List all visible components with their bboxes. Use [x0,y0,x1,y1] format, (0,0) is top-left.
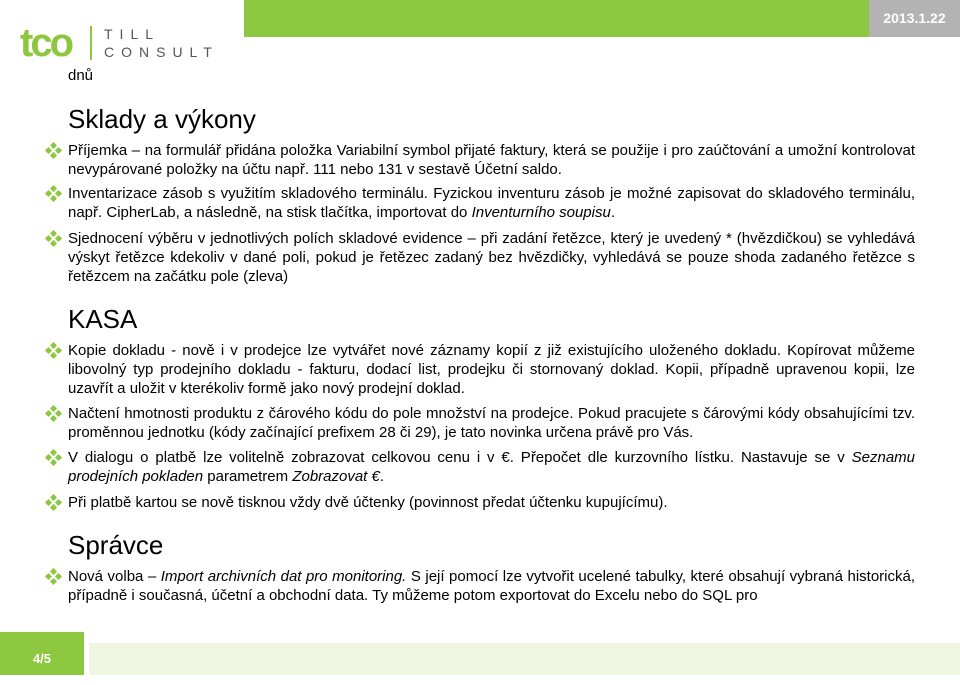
diamond-bullet-icon [46,495,61,510]
list-item [68,341,915,398]
bullet-emphasis: Seznamu prodejních pokladen [68,449,915,485]
logo-line2: CONSULT [104,44,219,60]
bullet-tail: . [610,204,615,221]
bullet-text: V dialogu o platbě lze volitelně zobrazovat celkovou cenu i v €. Přepočet dle kurzovního lístku. Nastavuje se v [68,449,852,466]
bullet-tail: S její pomocí lze vytvořit ucelené tabulky, které obsahují vybraná historická, případně i současná, účetní a obchodní data. Ty můžeme potom exportovat do Excelu nebo do SQL pro [68,568,915,604]
bullet-text: Načtení hmotnosti produktu z čárového kódu do pole množství na prodejce. Pokud pracujete s čárovými kódy obsahujícími tzv. proměnnou jednotku (kódy začínající prefixem 28 či 29), je tato novinka určena právě pro Vás. [68,405,915,441]
diamond-bullet-icon [46,569,61,584]
bullet-text: Inventarizace zásob s využitím skladového terminálu. Fyzickou inventuru zásob je možné zapisovat do skladového terminálu, např. CipherLab, a následně, na stisk tlačítka, importovat do [68,185,915,221]
page-number: 4/5 [0,632,84,675]
list-item [68,229,915,286]
bullet-emphasis-2: Zobrazovat € [292,468,380,485]
diamond-bullet-icon [46,186,61,201]
diamond-bullet-icon [46,450,61,465]
diamond-bullet-icon [46,143,61,158]
section-title-sklady: Sklady a výkony [68,104,256,134]
list-item [68,404,915,442]
bullet-tail: . [379,468,385,485]
list-item [68,448,915,486]
section-title-spravce: Správce [68,530,164,560]
page-text-fragment: dnů [68,67,94,84]
bullet-text: Při platbě kartou se nově tisknou vždy dvě účtenky (povinnost předat účtenku kupujícímu). [68,494,668,511]
bullet-text: Nová volba – [68,568,161,585]
bullet-mid: parametrem [203,468,293,485]
version-label: 2013.1.22 [869,0,960,37]
list-item [68,184,915,222]
diamond-bullet-icon [46,406,61,421]
bullet-text: Kopie dokladu - nově i v prodejce lze vytvářet nové záznamy kopií z již existujícího uloženého dokladu. Kopírovat můžeme libovolný typ prodejního dokladu - fakturu, dodací list, prodejku či stornovaný doklad. Kopii, případně upravenou kopii, lze uzavřít a uložit v kterékoliv formě jako nový prodejní doklad. [68,342,915,397]
bullet-emphasis: Import archivních dat pro monitoring. [160,568,407,585]
section-title-kasa: KASA [68,304,138,334]
header-bar [244,0,869,37]
list-item [68,567,915,605]
diamond-bullet-icon [46,231,61,246]
diamond-bullet-icon [46,343,61,358]
bullet-text: Sjednocení výběru v jednotlivých polích skladové evidence – při zadání řetězce, který je uvedený * (hvězdičkou) se vyhledává výskyt řetězce kdekoliv v dané poli, pokud je řetězec zadaný bez hvězdičky, vyhledává se pouze shoda zadaného řetězce s řetězcem na začátku pole (zleva) [68,230,915,285]
list-item [68,493,915,512]
footer-bar [89,643,960,675]
logo-line1: TILL [104,26,161,42]
logo-mark: tco [20,21,71,65]
logo-divider [90,26,92,60]
list-item [68,141,915,179]
bullet-text: Příjemka – na formulář přidána položka Variabilní symbol přijaté faktury, která se použije i pro zaúčtování a umožní kontrolovat nevypárované položky na účtu např. 111 nebo 131 v sestavě Účetní saldo. [68,142,915,178]
bullet-emphasis: Inventurního soupisu [471,204,611,221]
